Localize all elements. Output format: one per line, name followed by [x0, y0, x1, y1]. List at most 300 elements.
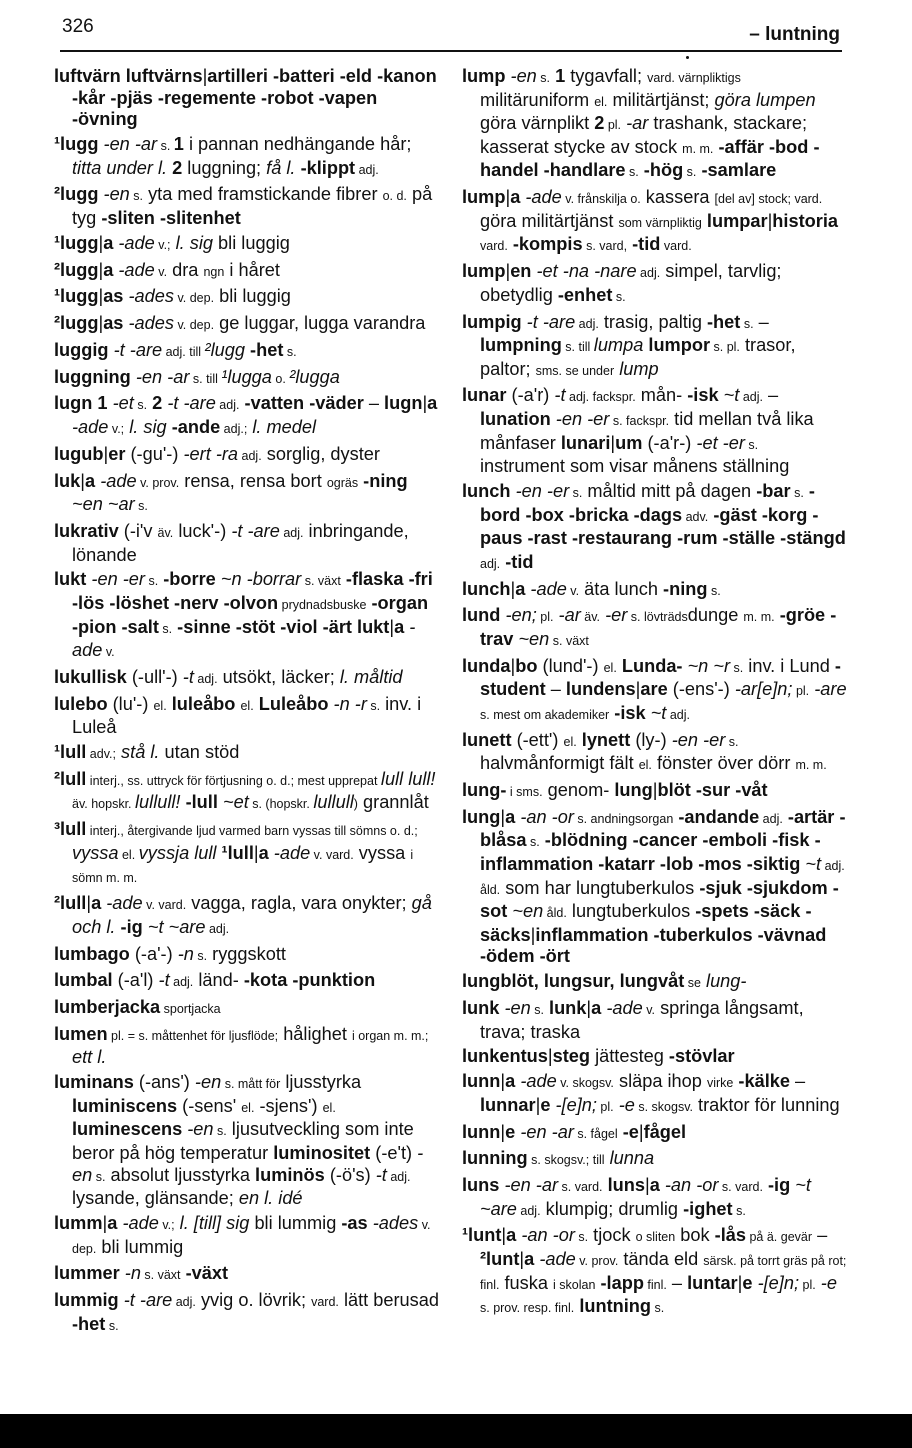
entry-text-segment: v. prov. [575, 1254, 619, 1269]
headword-segment: -gröe -trav [480, 605, 837, 649]
headword-segment: -flaska -fri -lös -löshet -nerv -olvon [72, 569, 433, 613]
entry-text-segment: interj., ss. uttryck för förtjusning o. d.; mest upprepat [86, 773, 381, 788]
entry-text-segment: -[e]n; [555, 1094, 597, 1115]
entry-text-segment: ~t [723, 385, 740, 406]
left-column [54, 66, 439, 1341]
entry-text-segment: springa långsamt, trava; traska [480, 998, 804, 1042]
entry-text-segment: | [767, 210, 773, 231]
dictionary-entry [54, 742, 439, 766]
entry-text-segment: l. medel [252, 417, 317, 437]
entry-text-segment: adj. [480, 556, 501, 571]
entry-text-segment: adj. [238, 448, 262, 463]
entry-text-segment: -et -na -nare [536, 261, 637, 282]
entry-text-segment: l. sig [175, 232, 213, 253]
entry-text-segment: s. växt [301, 574, 341, 589]
entry-text-segment: s. [157, 138, 174, 153]
entry-text-segment: | [737, 1272, 743, 1293]
entry-text-segment: lump [619, 358, 659, 379]
entry-text-segment: ~t ~are [147, 916, 206, 937]
entry-text-segment: s. lövträds [627, 610, 688, 625]
entry-text-segment: yta med framstickande fibrer [143, 184, 383, 205]
headword-segment: ³lull [54, 819, 87, 840]
headword-segment: inflammation -tuberkulos -vävnad -ödem -ört [480, 924, 827, 967]
headword-segment: lung- [462, 780, 507, 801]
headword-segment: lumpning [480, 335, 562, 356]
headword-segment: -kompis [512, 234, 583, 255]
entry-text-segment: m. m. [795, 758, 827, 773]
headword-segment: -as [341, 1213, 368, 1233]
entry-text-segment: el. [153, 698, 167, 713]
entry-text-segment: v.; [108, 422, 125, 436]
entry-text-segment: | [500, 1071, 506, 1092]
headword-segment: -sjuk -sjukdom -sot [480, 877, 839, 922]
dictionary-entry [462, 998, 847, 1043]
headword-segment: -bar [756, 481, 791, 502]
headword-segment: e [742, 1272, 753, 1293]
entry-text-segment: el. [638, 758, 652, 773]
entry-text-segment: vard. värnpliktigs [647, 71, 741, 85]
entry-text-segment: s. [725, 734, 739, 749]
entry-text-segment: v. frånskilja o. [561, 192, 641, 207]
entry-text-segment: i organ m. m.; [351, 1028, 429, 1043]
entry-text-segment: s. växt [549, 633, 589, 648]
entry-text-segment: | [202, 66, 208, 86]
headword-segment: -het [707, 311, 741, 332]
headword-segment: lulebo [54, 693, 108, 714]
headword-segment: lumberjacka [54, 997, 161, 1018]
entry-text-segment: åld. [543, 906, 567, 921]
entry-text-segment: luggning; [182, 157, 267, 178]
entry-text-segment: | [80, 470, 86, 491]
headword-segment: -tid [505, 551, 534, 572]
entry-text-segment: släpa ihop [613, 1071, 707, 1092]
entry-text-segment: stå l. [121, 742, 160, 763]
entry-text-segment: luck'-) [173, 520, 232, 541]
headword-segment: lukrativ [54, 520, 119, 541]
headword-segment: -borre [163, 569, 216, 590]
entry-text-segment: göra lumpen [714, 89, 816, 110]
headword-segment: lumm [54, 1213, 103, 1233]
entry-text-segment: lung- [706, 971, 747, 992]
headword-segment: -andande [678, 806, 760, 827]
headword-segment: -bord -box -bricka -dags [480, 481, 815, 525]
entry-text-segment: bok [675, 1225, 715, 1246]
headword-segment: lunda [462, 655, 511, 676]
entry-text-segment: i håret [224, 259, 280, 280]
entry-text-segment: finl. [643, 1277, 667, 1292]
entry-text-segment: o. d. [382, 189, 407, 204]
entry-text-segment: ~t ~are [480, 1175, 811, 1219]
headword-segment: a [591, 998, 602, 1018]
entry-text-segment: -n [177, 943, 194, 964]
entry-text-segment: s. [707, 583, 721, 598]
dictionary-entry [462, 481, 847, 575]
entry-text-segment: äv. [157, 525, 174, 540]
entry-text-segment: ~t [805, 854, 822, 875]
headword-segment: luntar [687, 1272, 738, 1293]
right-column [462, 66, 847, 1323]
headword-segment: as [103, 286, 124, 307]
headword-segment: -klippt [300, 157, 356, 178]
headword-segment: -lull [185, 792, 218, 813]
entry-text-segment: | [103, 443, 109, 464]
dictionary-entry [54, 1024, 439, 1069]
headword-segment: lumpig [462, 311, 522, 332]
entry-text-segment: -e [820, 1272, 837, 1293]
entry-text-segment: – [666, 1272, 688, 1293]
entry-text-segment: ett l. [72, 1047, 107, 1068]
entry-text-segment: s. [366, 698, 381, 713]
headword-segment: a [394, 616, 405, 637]
entry-text-segment: s. andningsorgan [573, 811, 674, 826]
entry-text-segment: -an -or [664, 1175, 719, 1196]
entry-text-segment: som har lungtuberkulos [500, 877, 700, 898]
entry-text-segment: klumpig; drumlig [540, 1198, 684, 1219]
headword-segment: a [649, 1175, 660, 1196]
entry-text-segment: vard. [311, 1295, 339, 1310]
entry-text-segment: v. [642, 1003, 656, 1017]
entry-text-segment: -en [187, 1119, 214, 1140]
headword-segment: artilleri -batteri -eld -kanon -kår -pjäs -regemente -robot -vapen -övning [72, 66, 437, 130]
entry-text-segment: tjock [588, 1225, 636, 1246]
entry-text-segment: s. [134, 499, 148, 514]
entry-text-segment: v. [566, 583, 580, 598]
headword-segment: a [506, 1225, 517, 1246]
entry-text-segment: ljusutveckling som inte beror på hög temperatur [72, 1119, 414, 1164]
entry-text-segment: adj. [172, 1295, 196, 1310]
entry-text-segment: -ade [100, 470, 137, 491]
entry-text-segment: -ade [530, 578, 567, 599]
headword-segment: lugn [384, 393, 423, 414]
entry-text-segment: ~n ~r [687, 655, 731, 676]
entry-text-segment: v. vard. [142, 898, 187, 913]
entry-text-segment: sms. se under [535, 363, 615, 378]
entry-text-segment: -ades [128, 313, 174, 334]
entry-text-segment: – [812, 1225, 828, 1246]
headword-segment: luminescens [72, 1119, 183, 1140]
headword-segment: lunch [462, 578, 511, 599]
headword-segment: a [91, 893, 102, 914]
dictionary-entry [54, 1290, 439, 1337]
entry-text-segment: ngn [203, 264, 225, 279]
headword-segment: lummig [54, 1290, 119, 1311]
entry-text-segment: s. växt [140, 1268, 181, 1283]
dictionary-entry [462, 187, 847, 258]
dictionary-entry [462, 656, 847, 727]
dictionary-entry [462, 780, 847, 804]
entry-text-segment: vard. [480, 239, 508, 254]
entry-text-segment: | [102, 1213, 108, 1233]
entry-text-segment: – [363, 393, 385, 414]
entry-text-segment: -[e]n; [757, 1272, 800, 1293]
entry-text-segment: -an -or [520, 806, 574, 827]
entry-text-segment: -en [72, 1143, 424, 1185]
entry-text-segment: (-a'r-) [642, 432, 697, 453]
entry-text-segment: | [501, 1225, 507, 1246]
headword-segment: -affär -bod -handel -handlare [480, 136, 820, 181]
header-rule [60, 50, 842, 52]
entry-text-segment: -en -er [515, 481, 570, 502]
entry-text-segment: sorglig, dyster [261, 443, 380, 464]
headword-segment: lumen [54, 1023, 108, 1044]
entry-text-segment: s. [92, 1169, 106, 1184]
headword-segment: a [510, 187, 521, 208]
entry-text-segment: pl. [536, 610, 554, 625]
entry-text-segment: -t [182, 666, 194, 687]
entry-text-segment: el. [240, 698, 254, 713]
headword-segment: lund [462, 605, 501, 626]
dictionary-entry [54, 569, 439, 663]
headword-segment: a [85, 470, 96, 491]
dictionary-entry [54, 769, 439, 816]
headword-segment: ²lugg [54, 184, 99, 205]
headword-segment: lunar [462, 385, 507, 406]
entry-text-segment: m. m. [743, 610, 775, 625]
entry-text-segment: -ade [72, 616, 416, 661]
headword-segment: -ig [767, 1175, 791, 1196]
entry-text-segment: adj. [205, 921, 230, 936]
entry-text-segment: -ar [626, 113, 649, 134]
entry-text-segment: få l. [266, 157, 296, 178]
entry-text-segment: | [535, 1094, 541, 1115]
entry-text-segment: | [510, 578, 516, 599]
entry-text-segment: ryggskott [207, 943, 286, 964]
headword-segment: en [510, 261, 532, 282]
dictionary-entry [54, 1263, 439, 1287]
headword-segment: -sliten -slitenhet [101, 207, 241, 228]
headword-segment: -lås [714, 1225, 746, 1246]
headword-segment: lynett [581, 729, 631, 750]
entry-text-segment: | [500, 1121, 506, 1142]
headword-segment: -e [622, 1121, 639, 1142]
headword-segment: lunk [549, 998, 587, 1018]
entry-text-segment: adj. [355, 162, 379, 177]
entry-text-segment: dra [167, 259, 204, 280]
entry-text-segment: bli luggig [214, 286, 291, 307]
headword-segment: lumbal [54, 970, 113, 991]
headword-segment: 2 [172, 157, 183, 178]
entry-text-segment: titta under l. [72, 157, 168, 178]
headword-segment: 1 [173, 133, 184, 154]
entry-text-segment: s. [133, 398, 148, 413]
entry-text-segment: -en -ar [135, 366, 190, 387]
headword-segment: lukt [54, 569, 87, 590]
entry-text-segment: lullull! [135, 792, 181, 813]
entry-text-segment: el. [563, 734, 577, 749]
entry-text-segment: inv. i Luleå [72, 693, 422, 738]
entry-text-segment: | [530, 924, 536, 945]
entry-text-segment: s. prov. resp. finl. [480, 1301, 575, 1316]
dictionary-entry [54, 471, 439, 518]
entry-text-segment: äta lunch [579, 578, 664, 599]
entry-text-segment: -ade [539, 1249, 576, 1270]
headword-segment: luns [607, 1175, 645, 1196]
dictionary-entry [54, 521, 439, 566]
entry-text-segment: -en [504, 998, 531, 1018]
dictionary-entry [54, 444, 439, 468]
headword-segment: -samlare [701, 160, 777, 181]
entry-text-segment: vard. [660, 239, 692, 254]
dictionary-entry [54, 944, 439, 968]
headword-segment: -hög [643, 160, 684, 181]
headword-segment: are [640, 679, 668, 700]
entry-text-segment: – [762, 385, 779, 406]
entry-text-segment: -ades [128, 286, 174, 307]
entry-text-segment: -ar[e]n; [734, 679, 793, 700]
dictionary-entry [462, 579, 847, 603]
headword-segment: -vatten -väder [244, 393, 364, 414]
headword-segment: luminiscens [72, 1095, 178, 1116]
entry-text-segment: s. [283, 344, 297, 359]
dictionary-entry [54, 819, 439, 890]
entry-text-segment: absolut ljusstyrka [105, 1164, 256, 1185]
entry-text-segment: på ä. gevär [746, 1230, 813, 1245]
headword-segment: -isk [614, 702, 646, 723]
headword-segment: lunkentus [462, 1046, 548, 1067]
dictionary-entry [54, 893, 439, 940]
entry-text-segment: adv. [682, 509, 709, 524]
entry-text-segment: -ade [118, 232, 155, 253]
dictionary-entry [54, 997, 439, 1021]
entry-text-segment: (-ens'-) [667, 679, 735, 700]
entry-text-segment: s. till [561, 340, 594, 355]
headword-segment: lunari [560, 432, 611, 453]
entry-text-segment: -t [158, 970, 170, 991]
entry-text-segment: adj. [636, 266, 661, 281]
headword-segment: 1 [555, 66, 566, 86]
entry-text-segment: s. [574, 1230, 589, 1245]
entry-text-segment: -are [814, 679, 847, 700]
entry-text-segment: som värnpliktig [618, 215, 702, 230]
entry-text-segment: -ades [372, 1213, 419, 1233]
entry-text-segment: (-gu'-) [125, 443, 184, 464]
entry-text-segment: en l. idé [238, 1188, 303, 1209]
entry-text-segment: adj. [193, 671, 218, 686]
entry-text-segment: trasig, paltig [598, 311, 707, 332]
entry-text-segment: adj. [666, 707, 691, 722]
headword-segment: ²lull [54, 768, 87, 789]
headword-segment: lunnar [480, 1094, 536, 1115]
entry-text-segment: göra militärtjänst [480, 210, 619, 231]
headword-segment: lundens [565, 679, 636, 700]
headword-segment: -spets -säck -säcks [480, 901, 812, 945]
headword-segment: -enhet [557, 284, 613, 305]
headword-segment: a [515, 578, 526, 599]
entry-text-segment: ~en [518, 628, 550, 649]
headword-segment: a [505, 806, 516, 827]
entry-text-segment: -ade [72, 417, 109, 437]
entry-text-segment: v. dep. [173, 291, 215, 306]
entry-text-segment: v.; [154, 237, 171, 252]
entry-text-segment: pl. = s. måttenhet för ljusflöde; [107, 1028, 279, 1043]
entry-text-segment: s. [144, 574, 159, 589]
headword-segment: luggning [54, 366, 131, 387]
headword-segment: a [524, 1249, 535, 1270]
entry-text-segment: trasor, paltor; [480, 335, 796, 379]
entry-text-segment: o. [271, 371, 290, 386]
entry-text-segment: -en -er [671, 729, 726, 750]
dictionary-entry [462, 971, 847, 995]
entry-text-segment: göra värnplikt [480, 113, 595, 134]
entry-text-segment: (ly-) [630, 729, 672, 750]
dictionary-entry [54, 667, 439, 691]
headword-segment: lumbago [54, 943, 130, 964]
entry-text-segment: s. [790, 486, 804, 501]
entry-text-segment: -ert -ra [183, 443, 239, 464]
entry-text-segment: inbringande, lönande [72, 520, 409, 565]
entry-text-segment: (-ö's) [324, 1164, 376, 1185]
entry-text-segment: l. måltid [339, 666, 403, 687]
dictionary-entry [54, 694, 439, 739]
entry-text-segment: el. [118, 847, 139, 862]
dictionary-entry [462, 730, 847, 777]
headword-segment: -kota -punktion [243, 970, 376, 991]
entry-text-segment: grannlåt [357, 792, 429, 813]
headword-segment: e [505, 1121, 516, 1142]
entry-text-segment: -ade [520, 1071, 557, 1092]
dictionary-entry [462, 261, 847, 308]
entry-text-segment: | [98, 313, 104, 334]
entry-text-segment: el. [594, 94, 608, 109]
entry-text-segment: trashank, stackare; kasserat stycke av stock [480, 113, 808, 157]
entry-text-segment: ljusstyrka [280, 1072, 362, 1093]
entry-text-segment: ~t [650, 702, 667, 723]
entry-text-segment: s. vard, [582, 239, 628, 254]
entry-text-segment: adj. [215, 398, 240, 413]
entry-text-segment: ~en [512, 901, 544, 922]
entry-text-segment: ~et [222, 792, 249, 813]
headword-segment: luminans [54, 1072, 134, 1093]
entry-text-segment: s. [744, 437, 759, 452]
entry-text-segment: | [98, 259, 104, 280]
entry-text-segment: ²lugga [289, 366, 340, 387]
entry-text-segment: s. [730, 660, 744, 675]
headword-segment: -het [250, 339, 284, 360]
entry-text-segment: v. [154, 264, 168, 279]
entry-text-segment: -ade [273, 842, 311, 863]
entry-text-segment: vyssa [72, 842, 119, 863]
entry-text-segment: v. dep. [72, 1218, 431, 1256]
entry-text-segment: | [98, 286, 104, 307]
entry-text-segment: -en -ar [504, 1175, 559, 1196]
entry-text-segment: v. dep. [173, 318, 215, 333]
headword-segment: ¹lugg [54, 286, 99, 307]
entry-text-segment: s. fågel [573, 1126, 618, 1141]
entry-text-segment: s. [536, 71, 551, 85]
entry-text-segment: mån- [635, 385, 688, 406]
dictionary-entry [54, 184, 439, 229]
entry-text-segment: s. mest om akademiker [480, 707, 610, 722]
entry-text-segment: adj. [386, 1169, 411, 1184]
dictionary-entry [462, 1071, 847, 1118]
entry-text-segment: -t -are [526, 311, 576, 332]
entry-text-segment: adj. [279, 525, 304, 540]
entry-text-segment: i sms. [506, 785, 543, 800]
headword-segment: lugn 1 [54, 393, 108, 414]
headword-segment: Lunda- [621, 655, 683, 676]
headword-segment: -stövlar [668, 1046, 735, 1067]
entry-text-segment: rensa, rensa bort [179, 470, 327, 491]
entry-text-segment: s. skogsv.; till [527, 1153, 605, 1168]
headword-segment: a [103, 232, 114, 253]
entry-text-segment: äv. hopskr. [72, 797, 135, 812]
entry-text-segment: vagga, ragla, vara onykter; [186, 893, 412, 914]
entry-text-segment: (-sens' [177, 1095, 242, 1116]
entry-text-segment: länd- [193, 970, 244, 991]
entry-text-segment: halvmånformigt fält [480, 753, 639, 774]
entry-text-segment: -t -are [113, 339, 163, 360]
entry-text-segment: tid mellan två lika månfaser [480, 409, 814, 453]
